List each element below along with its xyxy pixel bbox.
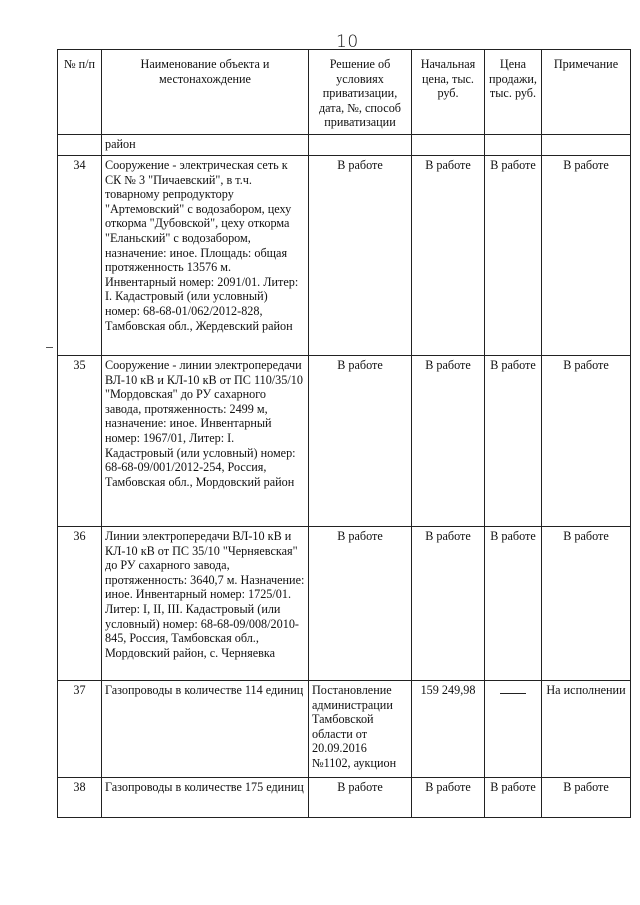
- cell-note: [542, 135, 631, 156]
- table-row: [58, 681, 631, 778]
- header-note: Примечание: [542, 50, 631, 135]
- page-number: 10: [336, 32, 359, 52]
- cell-start-price: В работе: [412, 778, 485, 818]
- margin-mark: [46, 347, 53, 348]
- table-row: [58, 527, 631, 681]
- table-row: [58, 778, 631, 818]
- header-name: Наименование объекта и местонахождение: [102, 50, 309, 135]
- cell-decision: В работе: [309, 778, 412, 818]
- cell-name: Газопроводы в количестве 114 единиц: [102, 681, 309, 778]
- privatization-table: [57, 49, 631, 818]
- cell-sale-price: В работе: [485, 778, 542, 818]
- cell-num: 37: [58, 681, 102, 778]
- header-num: № п/п: [58, 50, 102, 135]
- cell-decision: В работе: [309, 156, 412, 356]
- cell-note: В работе: [542, 156, 631, 356]
- cell-sale-price: В работе: [485, 527, 542, 681]
- cell-decision: В работе: [309, 356, 412, 527]
- cell-name: Линии электропередачи ВЛ-10 кВ и КЛ-10 кВ от ПС 35/10 "Черняевская" до РУ сахарного завода, протяженность: 3640,7 м. Назначение: иное. Инвентарный номер: 1725/01. Литер: I, II, III. Кадастровый (или условный) номер: 68-68-09/008/2010-845, Россия, Тамбовская обл., Мордовский район, с. Черняевка: [102, 527, 309, 681]
- cell-num: 34: [58, 156, 102, 356]
- cell-num: 35: [58, 356, 102, 527]
- header-start-price: Начальная цена, тыс. руб.: [412, 50, 485, 135]
- cell-note: На исполнении: [542, 681, 631, 778]
- table-row-continuation: [58, 135, 631, 156]
- table-row: [58, 156, 631, 356]
- cell-name: Сооружение - электрическая сеть к СК № 3 "Пичаевский", в т.ч. товарному репродуктору "Артемовский" с водозабором, цеху откорма "Дубовской", цеху откорма "Еланьский" с водозабором, назначение: иное. Площадь: общая протяженность 13576 м. Инвентарный номер: 2091/01. Литер: I. Кадастровый (или условный) номер: 68-68-01/062/2012-828, Тамбовская обл., Жердевский район: [102, 156, 309, 356]
- cell-start-price: 159 249,98: [412, 681, 485, 778]
- cell-num: 36: [58, 527, 102, 681]
- cell-decision: В работе: [309, 527, 412, 681]
- sale-price-blank-dash: [500, 693, 526, 694]
- cell-name: Газопроводы в количестве 175 единиц: [102, 778, 309, 818]
- cell-num: [58, 135, 102, 156]
- header-decision: Решение об условиях приватизации, дата, №, способ приватизации: [309, 50, 412, 135]
- cell-decision: Постановление администрации Тамбовской области от 20.09.2016 №1102, аукцион: [309, 681, 412, 778]
- cell-sale-price: [485, 681, 542, 778]
- cell-start-price: В работе: [412, 156, 485, 356]
- cell-sale-price: [485, 135, 542, 156]
- cell-note: В работе: [542, 778, 631, 818]
- cell-start-price: [412, 135, 485, 156]
- cell-name: Сооружение - линии электропередачи ВЛ-10 кВ и КЛ-10 кВ от ПС 110/35/10 "Мордовская" до РУ сахарного завода, протяженность: 2499 м, назначение: иное. Инвентарный номер: 1967/01, Литер: I. Кадастровый (или условный) номер: 68-68-09/001/2012-254, Россия, Тамбовская обл., Мордовский район: [102, 356, 309, 527]
- cell-note: В работе: [542, 527, 631, 681]
- cell-decision: [309, 135, 412, 156]
- cell-start-price: В работе: [412, 356, 485, 527]
- cell-start-price: В работе: [412, 527, 485, 681]
- cell-num: 38: [58, 778, 102, 818]
- cell-sale-price: В работе: [485, 156, 542, 356]
- cell-sale-price: В работе: [485, 356, 542, 527]
- cell-note: В работе: [542, 356, 631, 527]
- table-header-row: [58, 50, 631, 135]
- cell-name: район: [102, 135, 309, 156]
- table-row: [58, 356, 631, 527]
- header-sale-price: Цена продажи, тыс. руб.: [485, 50, 542, 135]
